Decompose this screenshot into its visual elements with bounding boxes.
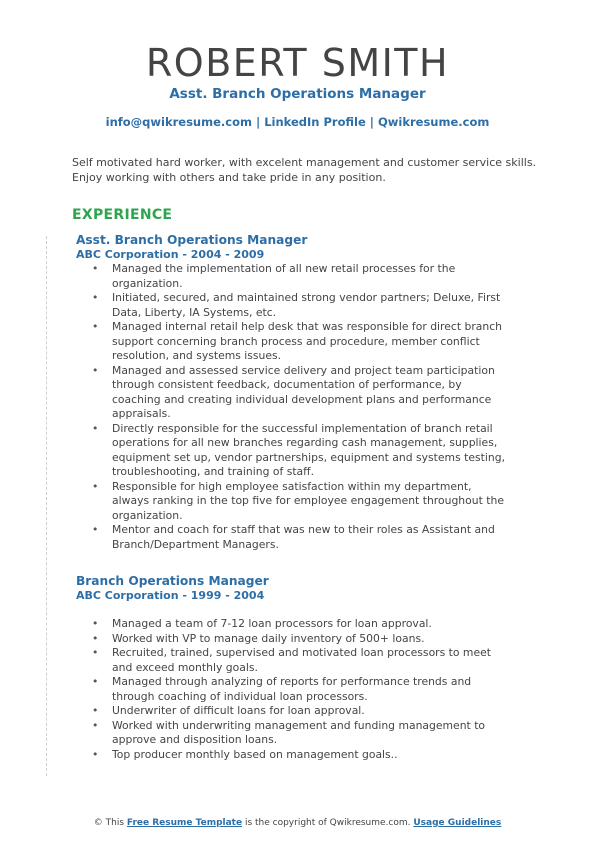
bullet-item: • Recruited, trained, supervised and motivated loan processors to meet and exceed monthly goals. (76, 646, 506, 675)
bullet-item: • Managed internal retail help desk that was responsible for direct branch support concerning branch process and procedure, member conflict resolution, and systems issues. (76, 320, 506, 364)
job-title: Branch Operations Manager (76, 574, 269, 588)
contact-separator: | (251, 115, 265, 129)
job-entry-1 (76, 233, 506, 552)
bullet-item: • Managed a team of 7-12 loan processors for loan approval. (76, 617, 506, 632)
job-company-dates: ABC Corporation - 1999 - 2004 (76, 589, 265, 602)
bullet-item: • Worked with underwriting management and funding management to approve and disposition loans. (76, 719, 506, 748)
bullet-item: • Mentor and coach for staff that was new to their roles as Assistant and Branch/Department Managers. (76, 523, 506, 552)
section-divider (46, 236, 47, 776)
summary-text: Self motivated hard worker, with excelent management and customer service skills. Enjoy working with others and take pride in any position. (72, 156, 537, 184)
candidate-title: Asst. Branch Operations Manager (169, 86, 426, 102)
job-entry-2 (76, 574, 506, 762)
contact-line (0, 115, 595, 129)
footer (0, 818, 595, 828)
free-resume-template-link[interactable]: Free Resume Template (126, 818, 243, 828)
bullet-item: • Managed the implementation of all new retail processes for the organization. (76, 262, 506, 291)
contact-separator: | (365, 115, 378, 129)
bullet-item: • Underwriter of difficult loans for loan approval. (76, 704, 506, 719)
bullet-item: • Managed and assessed service delivery and project team participation through consistent feedback, documentation of performance, by coaching and creating individual development plans and performance appraisals. (76, 364, 506, 422)
bullet-item: • Directly responsible for the successful implementation of branch retail operations for all new branches regarding cash management, supplies, equipment set up, vendor partnerships, equipment and systems testing, troubleshooting, and training of staff. (76, 422, 506, 480)
bullet-item: • Initiated, secured, and maintained strong vendor partners; Deluxe, First Data, Liberty, IA Systems, etc. (76, 291, 506, 320)
email-link[interactable]: info@qwikresume.com (105, 115, 252, 129)
candidate-name: ROBERT SMITH (145, 41, 450, 85)
job-bullets (76, 262, 506, 552)
experience-heading: EXPERIENCE (72, 207, 173, 223)
bullet-item: • Responsible for high employee satisfaction within my department, always ranking in the top five for employee engagement throughout the organization. (76, 480, 506, 524)
footer-middle: is the copyright of Qwikresume.com. (242, 818, 414, 828)
bullet-item: • Worked with VP to manage daily inventory of 500+ loans. (76, 632, 506, 647)
linkedin-link[interactable]: LinkedIn Profile (264, 115, 366, 129)
job-title: Asst. Branch Operations Manager (76, 233, 308, 247)
job-bullets (76, 617, 506, 762)
website-link[interactable]: Qwikresume.com (378, 115, 490, 129)
job-company-dates: ABC Corporation - 2004 - 2009 (76, 248, 265, 261)
bullet-item: • Top producer monthly based on management goals.. (76, 748, 506, 763)
footer-prefix: © This (93, 818, 127, 828)
bullet-item: • Managed through analyzing of reports for performance trends and through coaching of individual loan processors. (76, 675, 506, 704)
usage-guidelines-link[interactable]: Usage Guidelines (413, 818, 502, 828)
